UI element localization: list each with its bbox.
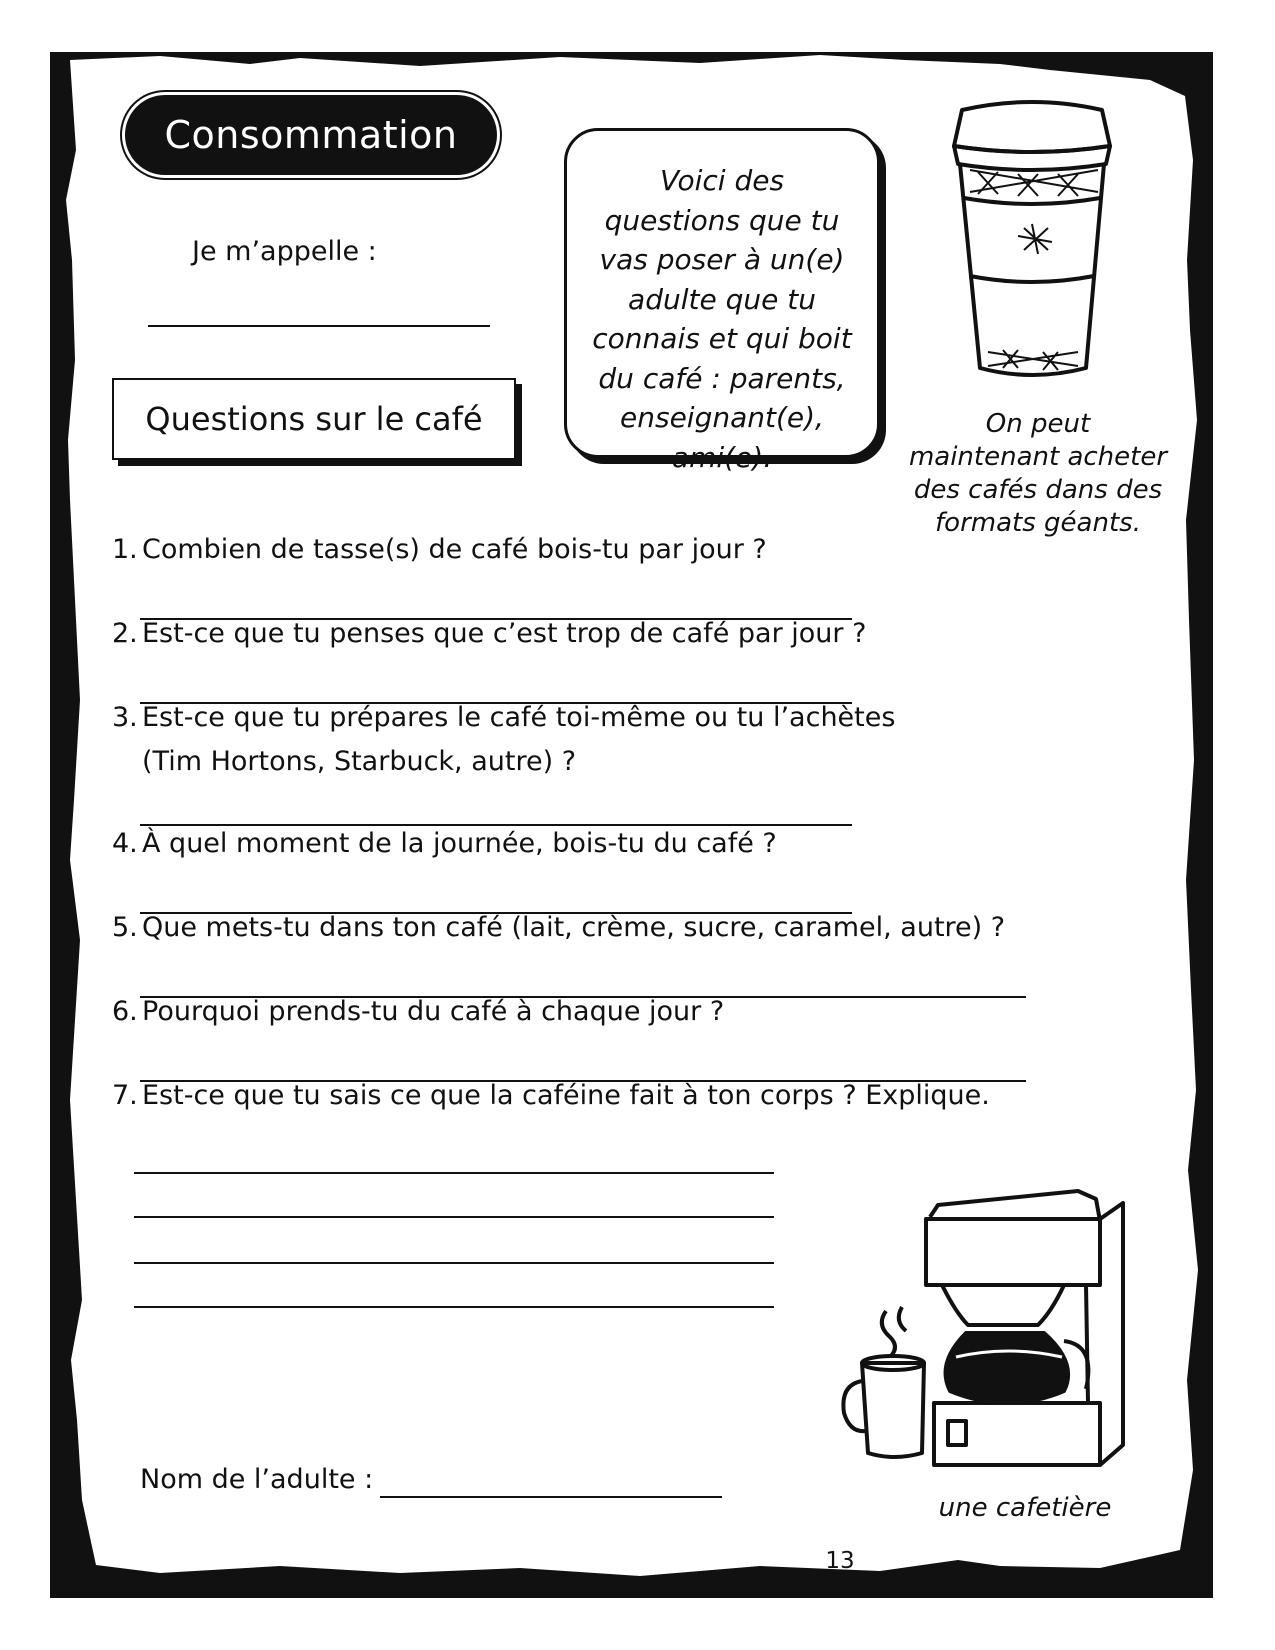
question-number: 6.	[112, 996, 138, 1027]
question-6	[112, 990, 724, 1034]
question-4	[112, 822, 777, 866]
question-number: 3.	[112, 702, 138, 733]
question-text: Est-ce que tu sais ce que la caféine fait à ton corps ? Explique.	[142, 1080, 990, 1111]
page-title-banner	[125, 95, 497, 175]
cup-caption: On peut maintenant acheter des cafés dans des formats géants.	[908, 409, 1168, 538]
answer-line-7b[interactable]	[134, 1216, 774, 1218]
section-title: Questions sur le café	[145, 400, 483, 438]
coffee-maker-icon	[838, 1185, 1143, 1475]
question-number: 4.	[112, 828, 138, 859]
question-number: 5.	[112, 912, 138, 943]
answer-line-7c[interactable]	[134, 1262, 774, 1264]
student-name-field[interactable]	[148, 325, 490, 327]
question-text-continued: (Tim Hortons, Starbuck, autre) ?	[142, 746, 577, 777]
instructions-callout	[564, 128, 880, 474]
answer-line-7a[interactable]	[134, 1172, 774, 1174]
section-header	[112, 378, 516, 460]
question-number: 7.	[112, 1080, 138, 1111]
question-7	[112, 1074, 990, 1118]
question-text: Est-ce que tu penses que c’est trop de café par jour ?	[142, 618, 867, 649]
student-name-label: Je m’appelle :	[192, 236, 377, 267]
takeaway-coffee-cup-icon	[948, 100, 1116, 385]
coffee-maker-caption: une cafetière	[938, 1493, 1112, 1523]
page-number: 13	[825, 1548, 855, 1574]
page-title: Consommation	[164, 113, 458, 157]
adult-name-label: Nom de l’adulte :	[140, 1464, 374, 1495]
question-number: 2.	[112, 618, 138, 649]
question-text: Que mets-tu dans ton café (lait, crème, sucre, caramel, autre) ?	[142, 912, 1006, 943]
instructions-text: Voici des questions que tu vas poser à un(e) adulte que tu connais et qui boit du café : parents, enseignant(e), ami(e).	[592, 164, 852, 474]
question-text: À quel moment de la journée, bois-tu du café ?	[142, 828, 777, 859]
question-1	[112, 528, 767, 572]
answer-line-7d[interactable]	[134, 1306, 774, 1308]
question-number: 1.	[112, 534, 138, 565]
question-text: Est-ce que tu prépares le café toi-même ou tu l’achètes	[142, 702, 896, 733]
adult-name-field[interactable]	[380, 1496, 722, 1498]
question-text: Combien de tasse(s) de café bois-tu par jour ?	[142, 534, 767, 565]
question-text: Pourquoi prends-tu du café à chaque jour ?	[142, 996, 725, 1027]
question-5	[112, 906, 1005, 950]
question-3	[112, 696, 895, 784]
question-2	[112, 612, 866, 656]
